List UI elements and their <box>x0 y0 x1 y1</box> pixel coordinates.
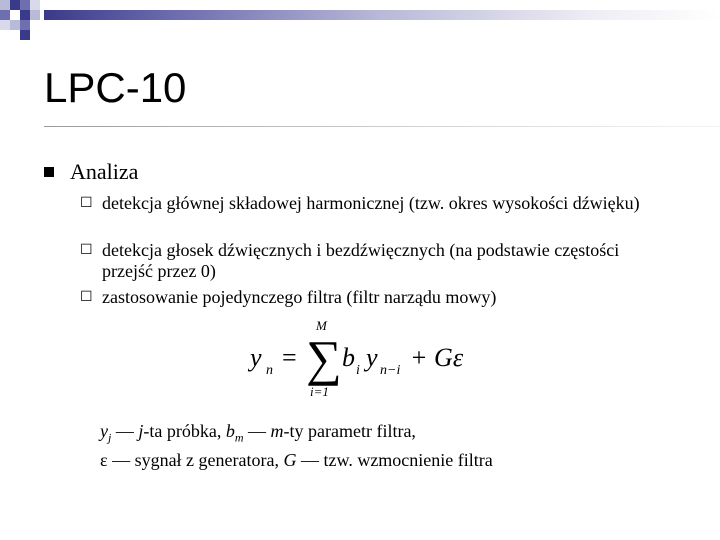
legend-text: -ta próbka, <box>143 421 226 441</box>
lpc-formula <box>246 316 486 400</box>
symbol-legend <box>100 420 493 471</box>
title-divider <box>44 126 720 127</box>
legend-subscript: m <box>234 430 244 445</box>
legend-line-1 <box>100 420 493 449</box>
formula-y-sub: n−i <box>380 363 401 378</box>
legend-symbol: y <box>100 421 108 441</box>
sub-bullet-text: detekcja głównej składowej harmonicznej (tzw. okres wysokości dźwięku) <box>102 193 640 213</box>
formula-plus-term: + Gε <box>410 343 464 372</box>
filled-square-bullet-icon <box>44 167 54 177</box>
deco-square <box>20 20 30 30</box>
formula-lhs: y <box>250 343 262 372</box>
slide-title: LPC-10 <box>44 64 187 111</box>
deco-square <box>10 20 20 30</box>
legend-dash: — <box>243 421 271 441</box>
legend-subscript: j <box>108 430 112 445</box>
legend-symbol: ε <box>100 449 108 470</box>
deco-square <box>20 10 30 20</box>
deco-square <box>10 10 20 20</box>
sub-bullet-text: detekcja głosek dźwięcznych i bezdźwięcznych (na podstawie częstości przejść przez 0) <box>102 240 620 281</box>
legend-symbol: m <box>270 421 284 441</box>
sigma-symbol: ∑ <box>306 330 342 386</box>
legend-text: — sygnał z generatora, <box>107 449 284 470</box>
bullet-label: Analiza <box>70 159 139 184</box>
deco-square <box>30 0 40 10</box>
formula-sum-upper: M <box>316 318 327 333</box>
deco-square <box>0 10 10 20</box>
sub-bullet-text: zastosowanie pojedynczego filtra (filtr narządu mowy) <box>102 287 497 307</box>
legend-symbol: j <box>138 421 144 441</box>
formula-lhs-sub: n <box>266 363 273 378</box>
header-gradient-bar <box>44 10 720 20</box>
deco-square <box>10 0 20 10</box>
deco-square <box>0 0 10 10</box>
deco-square <box>30 10 40 20</box>
hollow-square-bullet-icon: ☐ <box>80 242 93 258</box>
deco-square <box>20 0 30 10</box>
formula-sum-lower: i=1 <box>310 384 329 399</box>
formula-y: y <box>366 343 378 372</box>
formula-b: b <box>342 343 355 372</box>
formula-b-sub: i <box>356 363 360 378</box>
header-decoration <box>0 0 720 40</box>
legend-text: -ty parametr filtra, <box>283 421 416 441</box>
deco-square <box>0 20 10 30</box>
legend-dash: — <box>111 421 139 441</box>
hollow-square-bullet-icon: ☐ <box>80 195 93 211</box>
legend-line-2 <box>100 449 493 471</box>
legend-symbol: G <box>283 449 297 470</box>
deco-square <box>20 30 30 40</box>
formula-equals: = <box>282 343 297 372</box>
hollow-square-bullet-icon: ☐ <box>80 289 93 305</box>
legend-symbol: b <box>225 421 235 441</box>
legend-text: — tzw. wzmocnienie filtra <box>296 449 493 470</box>
